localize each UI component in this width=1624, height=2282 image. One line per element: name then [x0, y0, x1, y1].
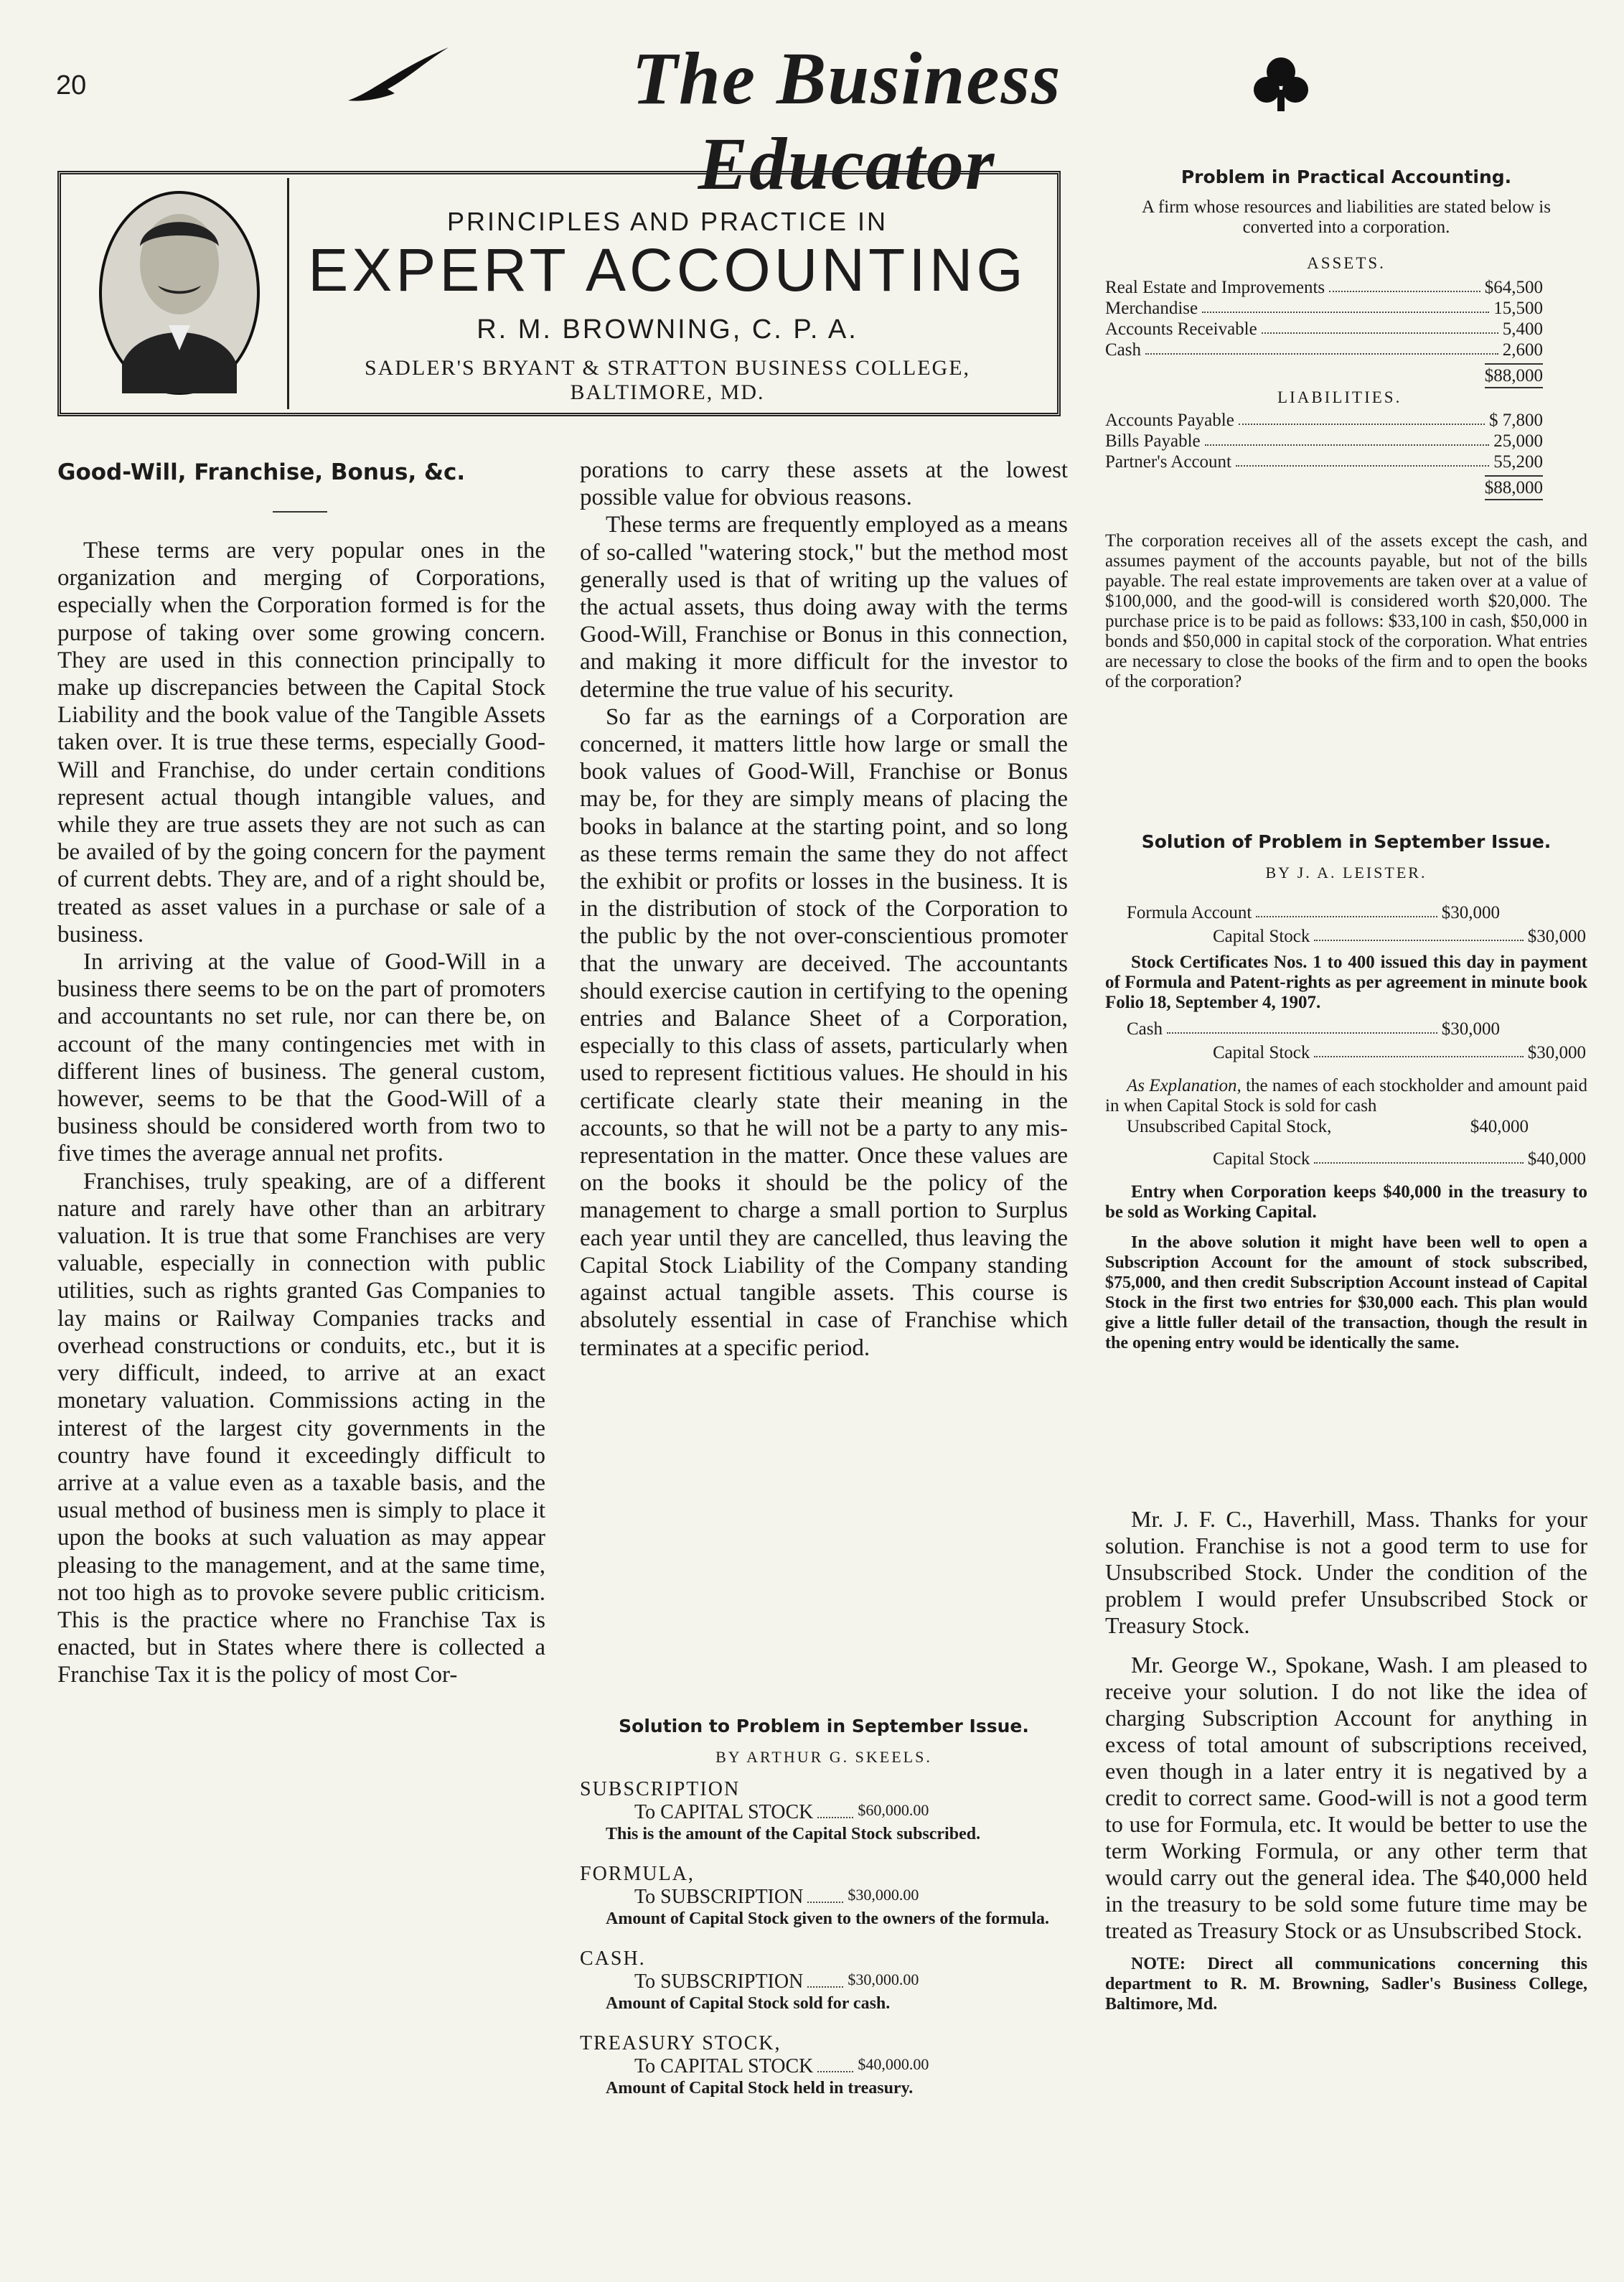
paragraph: So far as the earnings of a Corporation are concerned, it matters little how large or small the book values of Good-Will, Franchise or Bonus may be, for they are simply means of placing the books in balance at the starting point, and so long as these terms remain the same they do not affect the exhibit or profits or losses in the business. It is in the distribution of stock of the Corporation to the public by the not over-conscientious promoter that the unwary are deceived. The accountants should exercise caution in certifying to the opening entries and Balance Sheet of a Corporation, especially to this class of assets, particularly when used to represent fictitious values. He should in his certificate clearly state their meaning in the accounts, so that he will not be a party to any mis-representation in the matter. Once these values are on the books it should be the policy of the management to charge a small portion to Surplus each year until they are cancelled, thus leaving the Capital Stock Liability of the Company standing against actual tangible assets. This course is absolutely essential in case of Franchise which terminates at a specific period.	[580, 703, 1068, 1361]
liabilities-table	[1105, 410, 1543, 498]
reply-paragraph: Mr. George W., Spokane, Wash. I am pleased to receive your solution. I do not like the idea of charging Subscription Account for anything in excess of total amount of subscriptions received, even though in a later entry it is negatived by a credit to correct same. Good-will is not a good term to use for Formula, etc. It would be better to use the term Working Formula, or any other term that would carry out the general idea. The $40,000 held in the treasury to be sold some future time may be treated as Treasury Stock or as Unsubscribed Stock.	[1105, 1652, 1587, 1943]
replies-section	[1105, 1506, 1587, 2014]
problem-intro: A firm whose resources and liabilities are stated below is converted into a corporation.	[1142, 197, 1551, 237]
ledger-debit: Formula Account $30,000	[1127, 903, 1500, 922]
asset-row: Accounts Receivable 5,400	[1105, 319, 1543, 339]
header-city: BALTIMORE, MD.	[570, 380, 765, 404]
paragraph: porations to carry these assets at the lowest possible value for obvious reasons.	[580, 457, 1068, 511]
entry-note: Stock Certificates Nos. 1 to 400 issued this day in payment of Formula and Patent-rights as per agreement in minute book Folio 18, September 4, 1907.	[1105, 953, 1587, 1012]
solution-title: Solution to Problem in September Issue.	[619, 1716, 1029, 1736]
assets-table	[1105, 277, 1543, 386]
journal-entry	[580, 1778, 1068, 1844]
article-column-1	[57, 537, 545, 1689]
entry-note: This is the amount of the Capital Stock subscribed.	[606, 1825, 981, 1843]
page-number: 20	[56, 70, 87, 100]
reply-paragraph: Mr. J. F. C., Haverhill, Mass. Thanks for your solution. Franchise is not a good term to use for Unsubscribed Stock. Under the condition of the problem I would prefer Unsubscribed Stock or Treasury Stock.	[1105, 1506, 1587, 1638]
solution-byline: BY J. A. LEISTER.	[1265, 864, 1427, 882]
article-title: Good-Will, Franchise, Bonus, &c.	[57, 459, 466, 485]
solution-title: Solution of Problem in September Issue.	[1141, 831, 1552, 852]
entry-credit: To CAPITAL STOCK	[634, 2055, 814, 2077]
paragraph: Franchises, truly speaking, are of a different nature and rarely have other than an arbitrary valuation. It is true that some Franchises are very valuable, especially in connection with public utilities, such as rights granted Gas Companies to lay mains or Railway Companies tracks and overhead constructions or conduits, etc., but it is very difficult, indeed, to arrive at an exact monetary valuation. Commissions acting in the interest of the largest city governments in the country have found it exceedingly difficult to arrive at a value even as a taxable basis, and the usual method of business men is simply to place it upon the books at such valuation as may appear pleasing to the management, and at the same time, not too high as to provoke severe public criticism. This is the practice where no Franchise Tax is enacted, but in States where there is collected a Franchise Tax it is the policy of most Cor-	[57, 1168, 545, 1688]
entry-credit: To SUBSCRIPTION	[634, 1970, 804, 1993]
entry-explanation: As Explanation, the names of each stockholder and amount paid in when Capital Stock is sold for cash	[1105, 1076, 1587, 1116]
problem-section	[1105, 167, 1587, 692]
entry-account: TREASURY STOCK,	[580, 2032, 782, 2054]
entry-line	[580, 1886, 1068, 1909]
author-portrait	[93, 185, 266, 401]
entry-credit: To CAPITAL STOCK	[634, 1801, 814, 1823]
journal-entry	[580, 1863, 1068, 1929]
entry-line	[580, 1970, 1068, 1993]
header-line-1: PRINCIPLES AND PRACTICE IN	[446, 207, 888, 236]
solution-skeels	[580, 1716, 1068, 2098]
journal-entry	[580, 2032, 1068, 2098]
ledger-credit: Capital Stock $30,000	[1213, 1043, 1586, 1062]
problem-body: The corporation receives all of the assets except the cash, and assumes payment of the accounts payable, but not of the bills payable. The real estate improvements are taken over at a value of $100,000, and the good-will is considered worth $20,000. The purchase price is to be paid as follows: $33,100 in cash, $50,000 in bonds and $50,000 in capital stock of the corporation. What entries are necessary to close the books of the firm and to open the books of the corporation?	[1105, 531, 1587, 691]
entry-amount: $40,000.00	[858, 2055, 929, 2073]
department-note: NOTE: Direct all communications concerning this department to R. M. Browning, Sadler's Business College, Baltimore, Md.	[1105, 1955, 1587, 2014]
entry-note: Amount of Capital Stock sold for cash.	[606, 1994, 891, 2013]
entry-account: FORMULA,	[580, 1863, 695, 1885]
liabilities-total: $88,000	[1485, 475, 1543, 500]
ornament-icon	[1249, 50, 1313, 115]
entry-line	[580, 2055, 1068, 2078]
assets-heading: ASSETS.	[1307, 254, 1386, 272]
liability-row: Accounts Payable $ 7,800	[1105, 411, 1543, 430]
solution-byline: BY ARTHUR G. SKEELS.	[715, 1748, 932, 1766]
ledger-credit: Capital Stock $30,000	[1213, 927, 1586, 946]
header-author: R. M. BROWNING, C. P. A.	[477, 314, 858, 345]
problem-title: Problem in Practical Accounting.	[1181, 167, 1512, 187]
asset-row: Merchandise 15,500	[1105, 299, 1543, 318]
quill-icon	[344, 42, 452, 106]
header-college: SADLER'S BRYANT & STRATTON BUSINESS COLLEGE,	[364, 356, 971, 380]
paragraph: These terms are very popular ones in the organization and merging of Corporations, especially when the Corporation formed is for the purpose of taking over some growing concern. They are used in this connection principally to make up discrepancies between the Capital Stock Liability and the book value of the Tangible Assets taken over. It is true these terms, especially Good-Will and Franchise, do under certain conditions represent actual though intangible values, and while they are true assets they are not such as can be availed of by the going concern for the payment of current debts. They are, and of a right should be, treated as asset values in a purchase or sale of a business.	[57, 538, 545, 948]
entry-account: SUBSCRIPTION	[580, 1778, 741, 1800]
header-divider	[287, 178, 289, 409]
asset-row: Real Estate and Improvements $64,500	[1105, 278, 1543, 297]
assets-total: $88,000	[1485, 363, 1543, 388]
title-rule	[273, 511, 327, 513]
header-main-title: EXPERT ACCOUNTING	[308, 236, 1027, 304]
entry-account: CASH.	[580, 1947, 646, 1970]
paragraph: In arriving at the value of Good-Will in a business there seems to be on the part of promoters and accountants no set rule, nor can there be, on account of the many contingencies met with in different lines of business. The general custom, however, seems to be that the Good-Will of a business should be considered worth from two to five times the average annual net profits.	[57, 949, 545, 1167]
liability-row: Partner's Account 55,200	[1105, 452, 1543, 472]
entry-note: Entry when Corporation keeps $40,000 in the treasury to be sold as Working Capital.	[1105, 1182, 1587, 1222]
article-column-2	[580, 457, 1068, 1362]
masthead-title: The Business Educator	[632, 37, 1062, 205]
ledger-debit: Unsubscribed Capital Stock, $40,000	[1127, 1117, 1529, 1136]
journal-entry	[580, 1947, 1068, 2014]
entry-note: Amount of Capital Stock given to the owners of the formula.	[606, 1909, 1049, 1928]
paragraph: These terms are frequently employed as a means of so-called "watering stock," but the method most generally used is that of writing up the values of the actual assets, thus doing away with the terms Good-Will, Franchise or Bonus in this connection, and making it more difficult for the investor to determine the true value of his security.	[580, 512, 1068, 703]
liability-row: Bills Payable 25,000	[1105, 431, 1543, 451]
entry-note: Amount of Capital Stock held in treasury.	[606, 2079, 914, 2098]
entry-amount: $30,000.00	[848, 1970, 919, 1988]
entry-line	[580, 1801, 1068, 1824]
ledger-credit: Capital Stock $40,000	[1213, 1149, 1586, 1169]
solution-leister	[1105, 831, 1587, 1353]
asset-row: Cash 2,600	[1105, 340, 1543, 360]
solution-comment: In the above solution it might have been well to open a Subscription Account for the amount of stock subscribed, $75,000, and then credit Subscription Account instead of Capital Stock in the first two entries for $30,000 each. This plan would give a little fuller detail of the transaction, though the result in the opening entry would be identically the same.	[1105, 1233, 1587, 1352]
entry-credit: To SUBSCRIPTION	[634, 1886, 804, 1908]
ledger-debit: Cash $30,000	[1127, 1019, 1500, 1039]
entry-amount: $60,000.00	[858, 1801, 929, 1819]
liabilities-heading: LIABILITIES.	[1277, 388, 1402, 406]
entry-amount: $30,000.00	[848, 1886, 919, 1904]
